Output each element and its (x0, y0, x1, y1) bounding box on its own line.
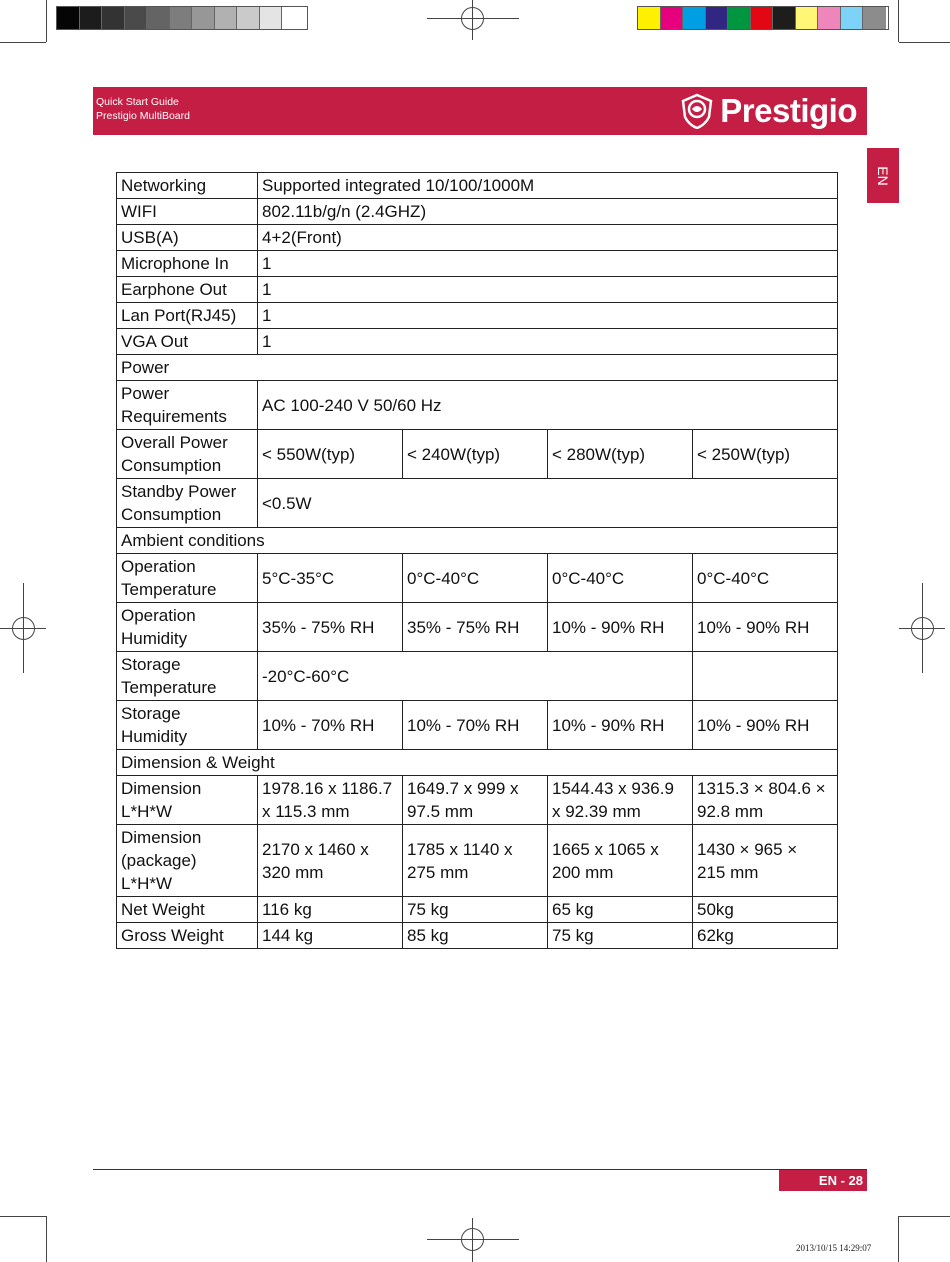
color-swatch (282, 7, 305, 29)
color-swatch (102, 7, 125, 29)
prestigio-shield-icon (679, 93, 715, 129)
header-product-name: Prestigio MultiBoard (96, 110, 190, 122)
row-label: VGA Out (117, 329, 258, 355)
table-row (117, 225, 838, 251)
row-value: 5°C-35°C (258, 554, 403, 603)
row-value: 10% - 70% RH (403, 701, 548, 750)
table-row (117, 430, 838, 479)
section-header-power (117, 355, 838, 381)
row-value: 4+2(Front) (258, 225, 838, 251)
crop-mark (0, 1216, 46, 1217)
cell-text-line: 1430 × 965 × (697, 839, 798, 859)
row-value (693, 776, 838, 825)
cell-text-line: Humidity (121, 629, 188, 648)
color-swatch (796, 7, 819, 29)
color-swatch (260, 7, 283, 29)
table-row (117, 303, 838, 329)
language-tab-label: EN (875, 165, 891, 186)
cell-text-line: Overall Power (121, 433, 228, 452)
cell-text-line: 2170 x 1460 x (262, 839, 369, 859)
color-calibration-strip (637, 6, 889, 30)
cell-text-line: x 115.3 mm (262, 802, 350, 821)
row-value: Supported integrated 10/100/1000M (258, 173, 838, 199)
cell-text-line: 1315.3 × 804.6 × (697, 779, 826, 798)
table-row (117, 701, 838, 750)
spec-table (116, 172, 838, 949)
row-value (403, 825, 548, 897)
color-swatch (751, 7, 774, 29)
cell-text-line: 1649.7 x 999 x (407, 779, 519, 798)
cell-text-line: 200 mm (552, 862, 614, 882)
row-value: 35% - 75% RH (403, 603, 548, 652)
table-row (117, 199, 838, 225)
crop-mark (899, 1216, 950, 1217)
row-label: WIFI (117, 199, 258, 225)
row-label (117, 479, 258, 528)
row-value: 1 (258, 303, 838, 329)
row-value: <0.5W (258, 479, 838, 528)
row-value: 10% - 90% RH (548, 603, 693, 652)
row-label: Earphone Out (117, 277, 258, 303)
row-label (117, 603, 258, 652)
row-value (548, 776, 693, 825)
print-timestamp: 2013/10/15 14:29:07 (796, 1243, 872, 1253)
crop-mark (46, 1216, 47, 1262)
crop-mark (0, 42, 46, 43)
table-row (117, 381, 838, 430)
cell-text-line: Temperature (121, 580, 217, 599)
logo-wordmark: Prestigio (720, 92, 857, 129)
color-swatch (170, 7, 193, 29)
color-swatch (706, 7, 729, 29)
cell-text-line: Consumption (121, 505, 222, 524)
section-header-ambient (117, 528, 838, 554)
row-value: 10% - 90% RH (693, 603, 838, 652)
row-value: AC 100-240 V 50/60 Hz (258, 381, 838, 430)
row-value: 0°C-40°C (403, 554, 548, 603)
table-row (117, 479, 838, 528)
row-label: Networking (117, 173, 258, 199)
cell-text-line: Storage (121, 655, 181, 674)
cell-text-line: Dimension (121, 828, 202, 847)
row-label (117, 701, 258, 750)
row-value-empty (693, 652, 838, 701)
cell-text-line: 1544.43 x 936.9 (552, 779, 674, 798)
cell-text-line: Consumption (121, 456, 222, 475)
cell-text-line: Operation (121, 557, 196, 576)
color-swatch (728, 7, 751, 29)
row-label (117, 652, 258, 701)
row-label: USB(A) (117, 225, 258, 251)
cell-text-line: 275 mm (407, 862, 469, 882)
color-swatch (80, 7, 103, 29)
cell-text-line: 320 mm (262, 862, 324, 882)
table-row (117, 554, 838, 603)
table-row (117, 776, 838, 825)
row-value: 75 kg (548, 923, 693, 949)
row-value: 802.11b/g/n (2.4GHZ) (258, 199, 838, 225)
prestigio-logo (679, 93, 857, 129)
row-value: 1 (258, 251, 838, 277)
section-title: Dimension & Weight (117, 750, 838, 776)
table-row (117, 173, 838, 199)
row-value: < 550W(typ) (258, 430, 403, 479)
row-value (258, 776, 403, 825)
color-swatch (215, 7, 238, 29)
table-row (117, 923, 838, 949)
row-value: < 240W(typ) (403, 430, 548, 479)
cell-text-line: 92.8 mm (697, 802, 764, 821)
color-swatch (818, 7, 841, 29)
row-value: 85 kg (403, 923, 548, 949)
section-header-dimension (117, 750, 838, 776)
color-swatch (192, 7, 215, 29)
row-value: 75 kg (403, 897, 548, 923)
color-swatch (147, 7, 170, 29)
color-swatch (841, 7, 864, 29)
color-swatch (638, 7, 661, 29)
color-swatch (125, 7, 148, 29)
cell-text-line: L*H*W (121, 874, 173, 893)
table-row (117, 277, 838, 303)
table-row (117, 825, 838, 897)
row-label: Gross Weight (117, 923, 258, 949)
color-swatch (661, 7, 684, 29)
table-row (117, 251, 838, 277)
row-value: < 250W(typ) (693, 430, 838, 479)
row-label (117, 381, 258, 430)
row-label: Net Weight (117, 897, 258, 923)
row-value: -20°C-60°C (258, 652, 693, 701)
page-header (93, 87, 867, 135)
crop-mark (46, 0, 47, 42)
crop-mark (899, 42, 950, 43)
row-value: 1 (258, 329, 838, 355)
cell-text-line: 1665 x 1065 x (552, 839, 659, 859)
page-number: EN - 28 (779, 1170, 867, 1191)
language-tab (867, 148, 899, 203)
row-value (548, 825, 693, 897)
row-label (117, 776, 258, 825)
grayscale-calibration-strip (56, 6, 308, 30)
cell-text-line: 1978.16 x 1186.7 (262, 779, 393, 798)
footer-rule (93, 1169, 867, 1170)
table-row (117, 329, 838, 355)
cell-text-line: 97.5 mm (407, 802, 474, 821)
crop-mark (898, 0, 899, 42)
color-swatch (57, 7, 80, 29)
row-value: 10% - 90% RH (693, 701, 838, 750)
row-value (403, 776, 548, 825)
row-label: Microphone In (117, 251, 258, 277)
row-value: 35% - 75% RH (258, 603, 403, 652)
table-row (117, 897, 838, 923)
row-value: 62kg (693, 923, 838, 949)
color-swatch (863, 7, 886, 29)
color-swatch (773, 7, 796, 29)
row-value: 50kg (693, 897, 838, 923)
cell-text-line: 1785 x 1140 x (407, 839, 513, 859)
cell-text-line: (package) (121, 851, 197, 870)
table-row (117, 652, 838, 701)
cell-text-line: Power (121, 384, 170, 403)
cell-text-line: 215 mm (697, 862, 759, 882)
row-value: 65 kg (548, 897, 693, 923)
row-value: 0°C-40°C (693, 554, 838, 603)
row-value: < 280W(typ) (548, 430, 693, 479)
cell-text-line: L*H*W (121, 802, 173, 821)
cell-text-line: Temperature (121, 678, 217, 697)
header-doc-title: Quick Start Guide (96, 96, 179, 108)
color-swatch (237, 7, 260, 29)
row-label: Lan Port(RJ45) (117, 303, 258, 329)
cell-text-line: Operation (121, 606, 196, 625)
row-value (693, 825, 838, 897)
row-value: 116 kg (258, 897, 403, 923)
row-label (117, 825, 258, 897)
row-label (117, 430, 258, 479)
table-row (117, 603, 838, 652)
row-value: 0°C-40°C (548, 554, 693, 603)
section-title: Power (117, 355, 838, 381)
cell-text-line: Requirements (121, 407, 227, 426)
row-value: 10% - 70% RH (258, 701, 403, 750)
cell-text-line: Dimension (121, 779, 202, 798)
section-title: Ambient conditions (117, 528, 838, 554)
row-value: 144 kg (258, 923, 403, 949)
row-value (258, 825, 403, 897)
color-swatch (683, 7, 706, 29)
row-value: 1 (258, 277, 838, 303)
row-value: 10% - 90% RH (548, 701, 693, 750)
row-label (117, 554, 258, 603)
cell-text-line: Standby Power (121, 482, 237, 501)
cell-text-line: Storage (121, 704, 181, 723)
crop-mark (898, 1216, 899, 1262)
cell-text-line: Humidity (121, 727, 188, 746)
cell-text-line: x 92.39 mm (552, 802, 641, 821)
